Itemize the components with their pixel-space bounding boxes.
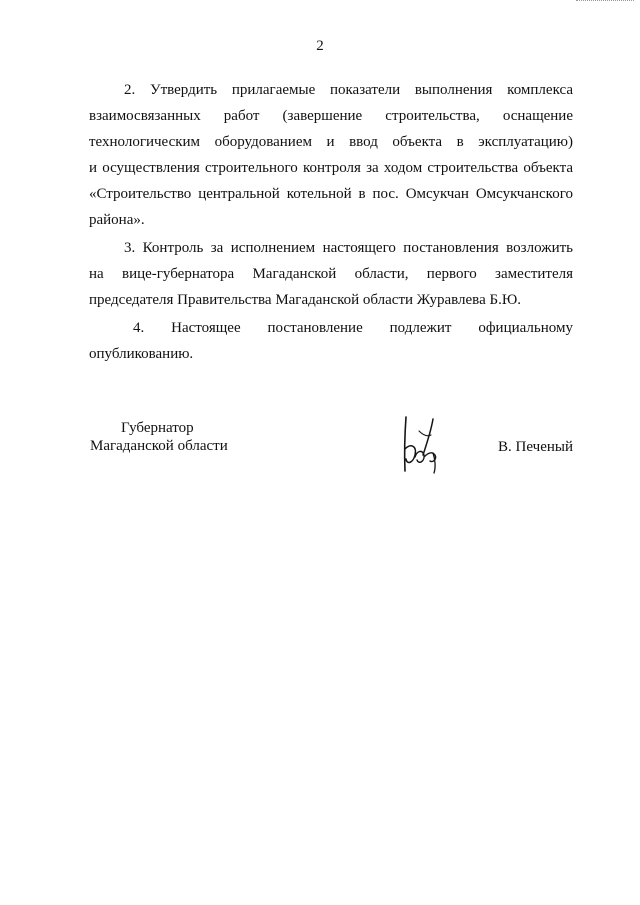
paragraph-2-line-2: взаимосвязанных работ (завершение строительства, оснащение — [89, 108, 573, 124]
paragraph-2-line-1: 2. Утвердить прилагаемые показатели выполнения комплекса — [124, 82, 573, 98]
paragraph-4-line-2: опубликованию. — [89, 346, 194, 362]
paragraph-2-line-6: района». — [89, 212, 145, 228]
paragraph-4 — [89, 315, 573, 367]
paragraph-3-line-2: на вице-губернатора Магаданской области, первого заместителя — [89, 266, 573, 282]
paragraph-2-line-4: и осуществления строительного контроля за ходом строительства объекта — [89, 160, 573, 176]
paragraph-3-line-3: председателя Правительства Магаданской области Журавлева Б.Ю. — [89, 292, 522, 308]
page-number: 2 — [316, 38, 324, 54]
signatory-name: В. Печеный — [498, 439, 573, 455]
scan-corner-mark — [576, 0, 634, 4]
handwritten-signature-icon — [397, 413, 447, 475]
position-line-2: Магаданской области — [90, 438, 228, 454]
position-line-1: Губернатор — [121, 420, 194, 436]
paragraph-2-line-3: технологическим оборудованием и ввод объекта в эксплуатацию) — [89, 134, 573, 150]
paragraph-2-line-5: «Строительство центральной котельной в пос. Омсукчан Омсукчанского — [89, 186, 573, 202]
signatory-position — [90, 419, 228, 455]
paragraph-3 — [89, 235, 573, 313]
document-body — [89, 77, 573, 367]
paragraph-4-line-1: 4. Настоящее постановление подлежит официальному — [133, 320, 573, 336]
paragraph-2 — [89, 77, 573, 233]
paragraph-3-line-1: 3. Контроль за исполнением настоящего постановления возложить — [124, 240, 573, 256]
